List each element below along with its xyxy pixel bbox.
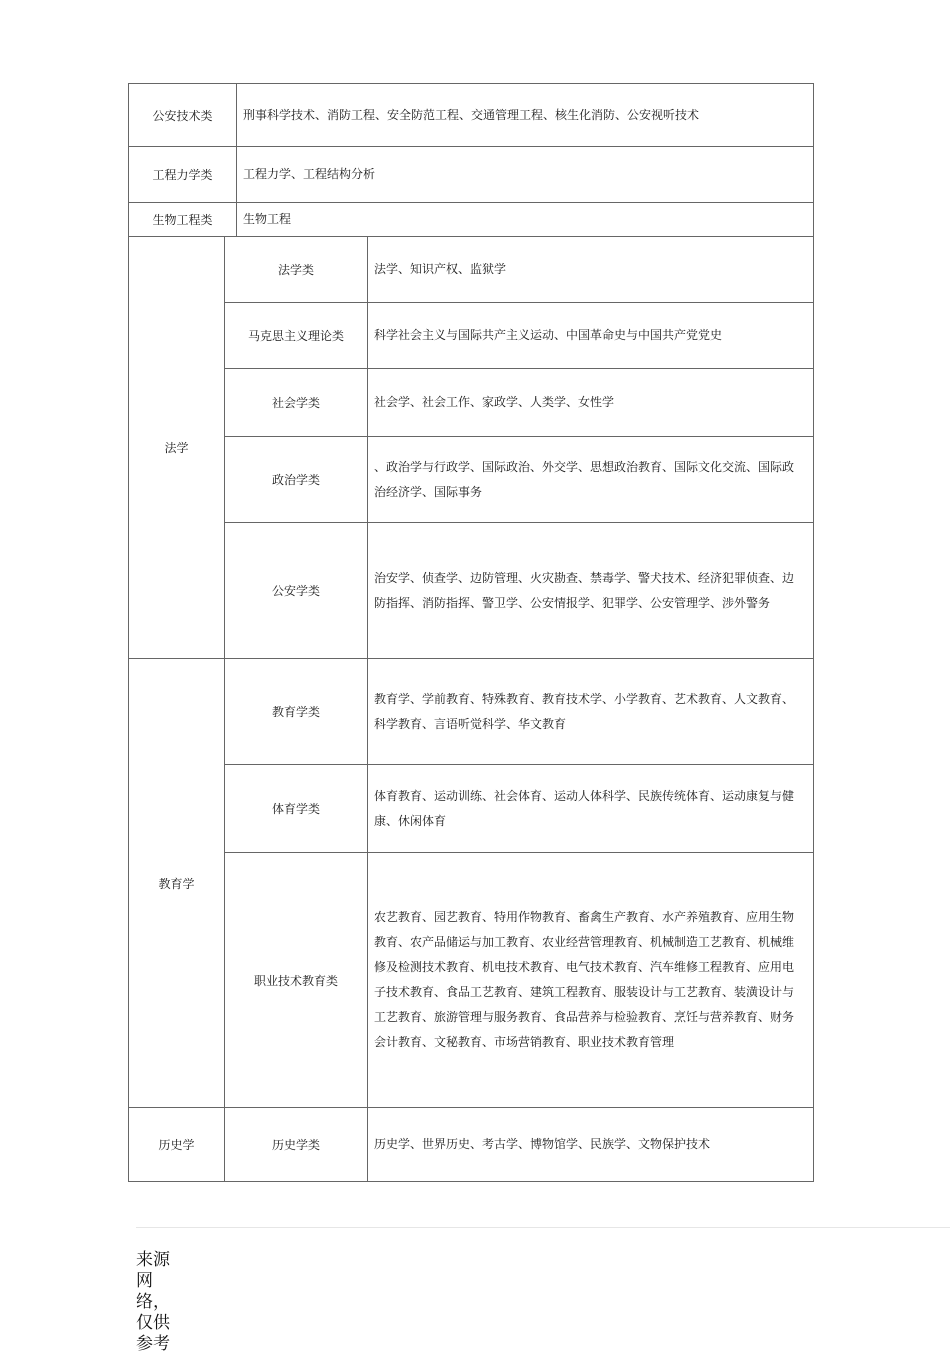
majors-cell: 历史学、世界历史、考古学、博物馆学、民族学、文物保护技术 [368,1108,814,1182]
category-cell: 教育学类 [225,659,368,765]
category-cell: 法学类 [225,237,368,303]
category-cell: 工程力学类 [129,147,237,203]
majors-cell: 社会学、社会工作、家政学、人类学、女性学 [368,369,814,437]
majors-cell: 农艺教育、园艺教育、特用作物教育、畜禽生产教育、水产养殖教育、应用生物教育、农产品储运与加工教育、农业经营管理教育、机械制造工艺教育、机械维修及检测技术教育、机电技术教育、电气技术教育、汽车维修工程教育、应用电子技术教育、食品工艺教育、建筑工程教育、服装设计与工艺教育、装潢设计与工艺教育、旅游管理与服务教育、食品营养与检验教育、烹饪与营养教育、财务会计教育、文秘教育、市场营销教育、职业技术教育管理 [368,853,814,1108]
category-cell: 历史学类 [225,1108,368,1182]
category-cell: 公安技术类 [129,84,237,147]
majors-cell: 教育学、学前教育、特殊教育、教育技术学、小学教育、艺术教育、人文教育、科学教育、言语听觉科学、华文教育 [368,659,814,765]
category-cell: 生物工程类 [129,203,237,237]
majors-cell: 工程力学、工程结构分析 [237,147,814,203]
footer-divider [136,1227,950,1228]
majors-cell: 生物工程 [237,203,814,237]
majors-cell: 、政治学与行政学、国际政治、外交学、思想政治教育、国际文化交流、国际政治经济学、国际事务 [368,437,814,523]
table-row [129,84,814,147]
majors-cell: 科学社会主义与国际共产主义运动、中国革命史与中国共产党党史 [368,303,814,369]
table-row [129,659,814,765]
category-cell: 社会学类 [225,369,368,437]
table-row [129,369,814,437]
majors-cell: 体育教育、运动训练、社会体育、运动人体科学、民族传统体育、运动康复与健康、休闲体育 [368,765,814,853]
footer-source-note: 来源网络，仅供参考 [136,1250,170,1354]
discipline-cell: 历史学 [129,1108,225,1182]
majors-cell: 法学、知识产权、监狱学 [368,237,814,303]
majors-cell: 治安学、侦查学、边防管理、火灾勘查、禁毒学、警犬技术、经济犯罪侦查、边防指挥、消防指挥、警卫学、公安情报学、犯罪学、公安管理学、涉外警务 [368,523,814,659]
table-row [129,237,814,303]
table-row [129,523,814,659]
table-row [129,147,814,203]
table-row [129,437,814,523]
majors-cell: 刑事科学技术、消防工程、安全防范工程、交通管理工程、核生化消防、公安视听技术 [237,84,814,147]
category-cell: 职业技术教育类 [225,853,368,1108]
discipline-cell: 法学 [129,237,225,659]
category-cell: 体育学类 [225,765,368,853]
category-cell: 公安学类 [225,523,368,659]
category-cell: 政治学类 [225,437,368,523]
table-row [129,303,814,369]
table-row [129,203,814,237]
table-row [129,853,814,1108]
table-row [129,1108,814,1182]
table-row [129,765,814,853]
category-cell: 马克思主义理论类 [225,303,368,369]
majors-catalog-table [128,83,814,1182]
discipline-cell: 教育学 [129,659,225,1108]
